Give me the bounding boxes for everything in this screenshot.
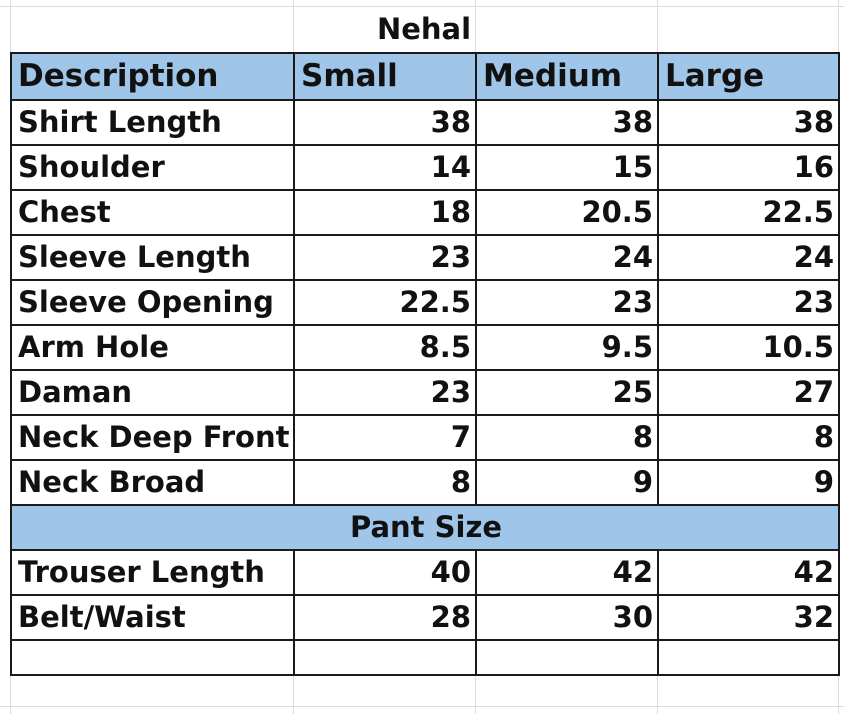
cell-small[interactable]: 23: [294, 370, 476, 415]
cell-large[interactable]: 24: [658, 235, 839, 280]
table-row: [11, 460, 839, 505]
row-label[interactable]: Neck Deep Front: [11, 415, 294, 460]
cell-large[interactable]: 27: [658, 370, 839, 415]
table-row: [11, 370, 839, 415]
cell-medium[interactable]: 9: [476, 460, 658, 505]
cell-small[interactable]: 8.5: [294, 325, 476, 370]
sheet-title[interactable]: Nehal: [376, 12, 472, 46]
cell-large[interactable]: 10.5: [658, 325, 839, 370]
cell-large[interactable]: 38: [658, 100, 839, 145]
cell-medium[interactable]: 8: [476, 415, 658, 460]
cell-medium[interactable]: 25: [476, 370, 658, 415]
cell-large[interactable]: 23: [658, 280, 839, 325]
table-row: [11, 415, 839, 460]
row-label[interactable]: Chest: [11, 190, 294, 235]
cell-medium[interactable]: 42: [476, 550, 658, 595]
cell-small[interactable]: 7: [294, 415, 476, 460]
pant-section-title[interactable]: Pant Size: [11, 505, 839, 550]
cell-small[interactable]: 38: [294, 100, 476, 145]
cell-medium[interactable]: 38: [476, 100, 658, 145]
cell-medium[interactable]: 20.5: [476, 190, 658, 235]
cell-small[interactable]: 14: [294, 145, 476, 190]
row-label[interactable]: Sleeve Opening: [11, 280, 294, 325]
header-row: [11, 53, 839, 100]
cell-small[interactable]: 22.5: [294, 280, 476, 325]
grid-line: [0, 706, 844, 707]
cell-medium[interactable]: 23: [476, 280, 658, 325]
cell-medium[interactable]: 24: [476, 235, 658, 280]
header-cell-description[interactable]: Description: [11, 53, 294, 100]
table-row: [11, 550, 839, 595]
cell-medium[interactable]: 30: [476, 595, 658, 640]
row-label[interactable]: Shirt Length: [11, 100, 294, 145]
table-row: [11, 100, 839, 145]
header-cell-medium[interactable]: Medium: [476, 53, 658, 100]
size-chart-table: [10, 52, 840, 676]
table-row: [11, 145, 839, 190]
empty-cell[interactable]: [11, 640, 294, 675]
cell-large[interactable]: 16: [658, 145, 839, 190]
cell-medium[interactable]: 15: [476, 145, 658, 190]
empty-cell[interactable]: [294, 640, 476, 675]
cell-small[interactable]: 28: [294, 595, 476, 640]
header-cell-small[interactable]: Small: [294, 53, 476, 100]
row-label[interactable]: Shoulder: [11, 145, 294, 190]
cell-medium[interactable]: 9.5: [476, 325, 658, 370]
empty-cell[interactable]: [658, 640, 839, 675]
row-label[interactable]: Belt/Waist: [11, 595, 294, 640]
table-row: [11, 190, 839, 235]
table-row: [11, 235, 839, 280]
row-label[interactable]: Arm Hole: [11, 325, 294, 370]
table-row: [11, 325, 839, 370]
table-row: [11, 280, 839, 325]
cell-small[interactable]: 18: [294, 190, 476, 235]
pant-section-row: [11, 505, 839, 550]
table-row: [11, 595, 839, 640]
row-label[interactable]: Neck Broad: [11, 460, 294, 505]
empty-cell[interactable]: [476, 640, 658, 675]
row-label[interactable]: Trouser Length: [11, 550, 294, 595]
header-cell-large[interactable]: Large: [658, 53, 839, 100]
cell-large[interactable]: 9: [658, 460, 839, 505]
cell-large[interactable]: 8: [658, 415, 839, 460]
cell-small[interactable]: 8: [294, 460, 476, 505]
row-label[interactable]: Sleeve Length: [11, 235, 294, 280]
cell-small[interactable]: 40: [294, 550, 476, 595]
cell-large[interactable]: 42: [658, 550, 839, 595]
row-label[interactable]: Daman: [11, 370, 294, 415]
cell-small[interactable]: 23: [294, 235, 476, 280]
cell-large[interactable]: 32: [658, 595, 839, 640]
empty-row: [11, 640, 839, 675]
cell-large[interactable]: 22.5: [658, 190, 839, 235]
